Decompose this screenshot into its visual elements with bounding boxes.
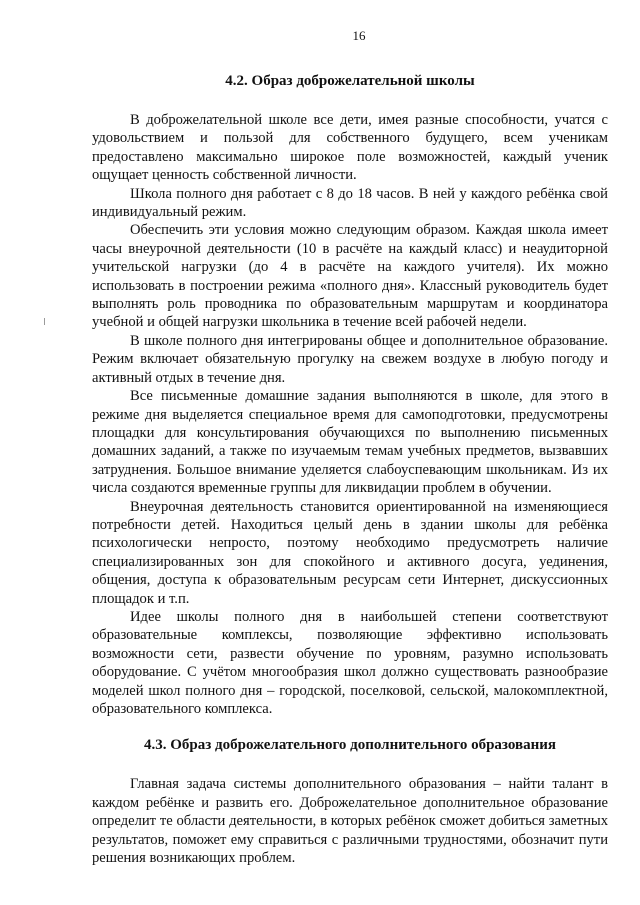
margin-mark [44, 318, 45, 325]
paragraph: В доброжелательной школе все дети, имея разные способности, учатся с удовольствием и пользой для собственного будущего, всем ученикам предоставлено максимально широкое поле возможностей, каждый ученик ощущает ценность собственной личности. [92, 112, 608, 184]
paragraph: Главная задача системы дополнительного образования – найти талант в каждом ребёнке и развить его. Доброжелательное дополнительное образование определит те области деятельности, в которых ребёнок сможет добиться заметных результатов, поможет ему справиться с различными трудностями, обозначит пути решения возникающих проблем. [92, 776, 608, 867]
section-body-4-3 [92, 775, 608, 867]
paragraph: Школа полного дня работает с 8 до 18 часов. В ней у каждого ребёнка свой индивидуальный режим. [92, 185, 608, 221]
paragraph: Все письменные домашние задания выполняются в школе, для этого в режиме дня выделяется специальное время для самоподготовки, предусмотрены площадки для консультирования обучающихся по выполнению письменных домашних заданий, а также по изучаемым темам учебных предметов, вызвавших затруднения. Большое внимание уделяется слабоуспевающим школьникам. Из их числа создаются временные группы для ликвидации проблем в обучении. [92, 388, 608, 497]
paragraph: В школе полного дня интегрированы общее и дополнительное образование. Режим включает обязательную прогулку на свежем воздухе в любую погоду и активный отдых в течение дня. [92, 332, 608, 386]
paragraph: Внеурочная деятельность становится ориентированной на изменяющиеся потребности детей. Находиться целый день в здании школы для ребёнка психологически непросто, поэтому необходимо предусмотреть наличие специализированных зон для спокойного и активного досуга, уединения, общения, доступа к образовательным ресурсам сети Интернет, дискуссионных площадок и т.п. [92, 498, 608, 607]
section-heading-4-3: 4.3. Образ доброжелательного дополнительного образования [143, 737, 556, 754]
section-body-4-2 [92, 111, 608, 718]
paragraph: Идее школы полного дня в наибольшей степени соответствуют образовательные комплексы, позволяющие эффективно использовать возможности сети, развести обучение по уровням, разумно использовать оборудование. С учётом многообразия школ должно существовать разнообразие моделей школ полного дня – городской, поселковой, сельской, малокомплектной, образовательного комплекса. [92, 608, 608, 717]
page-number: 16 [352, 28, 366, 43]
paragraph: Обеспечить эти условия можно следующим образом. Каждая школа имеет часы внеурочной деятельности (10 в расчёте на каждый класс) и неаудиторной учительской нагрузки (до 4 в расчёте на каждого учителя). Их можно использовать в построении режима «полного дня». Классный руководитель будет выполнять роль проводника по образовательным маршрутам и координатора учебной и общей нагрузки школьника в течение всей рабочей недели. [92, 222, 608, 331]
section-heading-4-2: 4.2. Образ доброжелательной школы [225, 73, 475, 89]
